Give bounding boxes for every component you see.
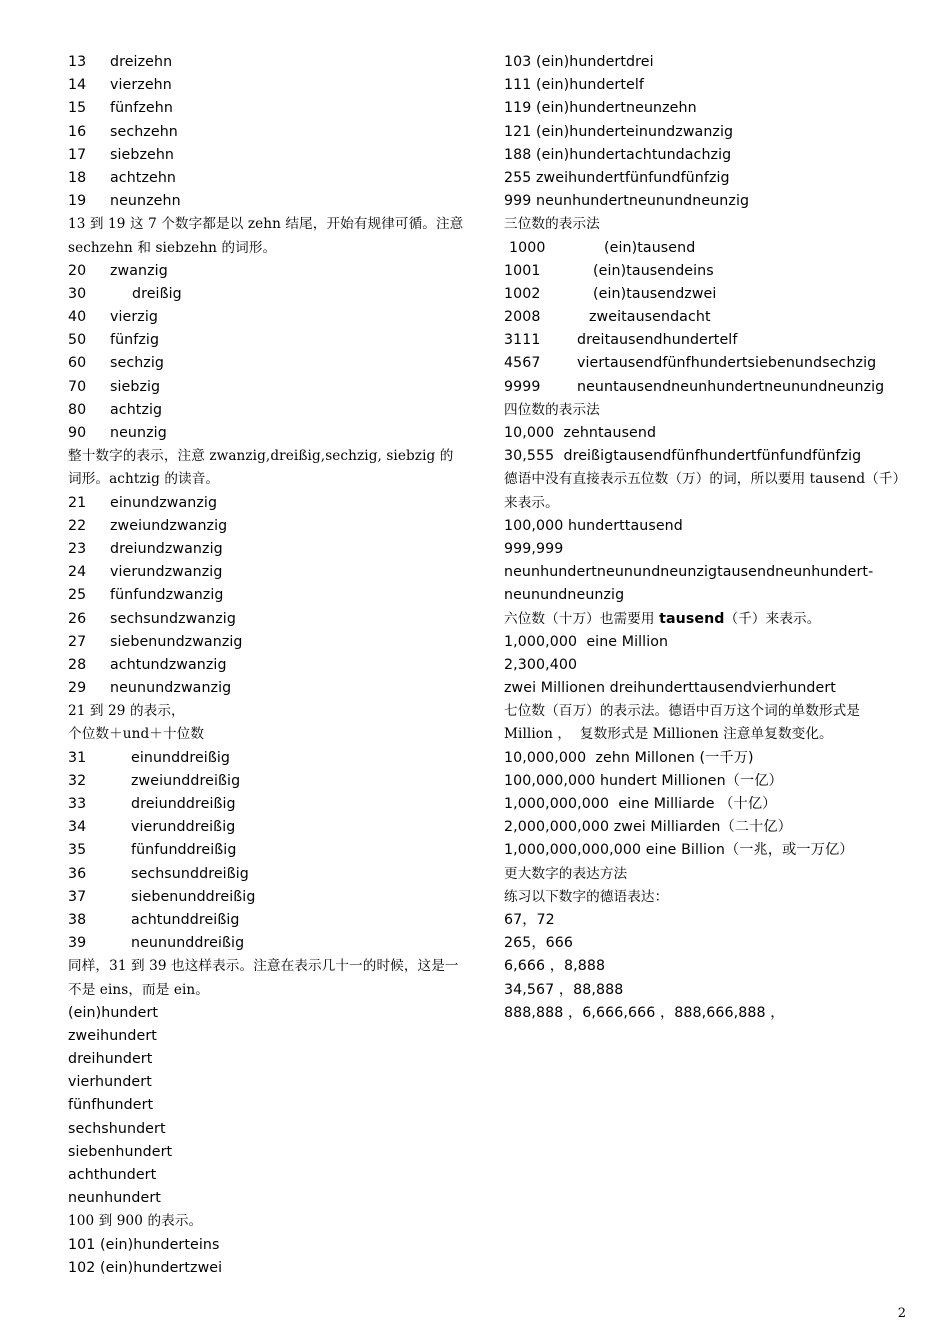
number-word: achtundzwanzig: [110, 656, 227, 673]
number: 19: [68, 193, 87, 210]
number-word: siebzehn: [110, 146, 175, 163]
note-text: 13 到 19 这 7 个数字都是以 zehn 结尾，开始有规律可循。注意: [68, 216, 464, 233]
number: 37: [68, 888, 87, 905]
number-word: vierunddreißig: [131, 819, 236, 836]
note-text-part: 六位数（十万）也需要用: [504, 610, 660, 627]
number: 20: [68, 262, 87, 279]
list-item: [504, 376, 924, 399]
number: 3111: [504, 332, 541, 349]
number-word: achtunddreißig: [131, 911, 240, 928]
list-item: 30,555 dreißigtausendfünfhundertfünfundfünfzig: [504, 448, 862, 465]
number: 31: [68, 749, 87, 766]
number-word: einundzwanzig: [110, 494, 218, 511]
list-item: sechshundert: [68, 1120, 166, 1137]
number-word: fünfzig: [110, 332, 160, 349]
number-word: dreiundzwanzig: [110, 540, 223, 557]
note-text: 词形。achtzig 的读音。: [68, 471, 220, 488]
list-item: [68, 631, 478, 654]
number-word: vierundzwanzig: [110, 564, 223, 581]
number-word: (ein)tausendzwei: [593, 285, 717, 302]
number-word: zwanzig: [110, 262, 168, 279]
keyword-tausend: tausend: [659, 610, 725, 627]
list-item: 103 (ein)hundertdrei: [504, 54, 654, 70]
list-item: 119 (ein)hundertneunzehn: [504, 100, 697, 117]
number: 34: [68, 819, 87, 836]
note-text: 三位数的表示法: [504, 216, 600, 233]
number-word: neunzig: [110, 425, 167, 441]
number-word: zweitausendacht: [589, 309, 711, 326]
list-item: [68, 793, 478, 816]
list-item: [68, 352, 478, 375]
number-word: vierzehn: [110, 77, 172, 94]
number: 32: [68, 772, 87, 789]
number-word: vierzig: [110, 309, 158, 326]
list-item: 2,000,000,000 zwei Milliarden（二十亿）: [504, 819, 792, 836]
number: 4567: [504, 355, 541, 372]
note-text: 练习以下数字的德语表达：: [504, 888, 669, 905]
list-item: [504, 237, 924, 260]
number-word: viertausendfünfhundertsiebenundsechzig: [577, 355, 877, 372]
number: 14: [68, 77, 87, 94]
number-word: neunundzwanzig: [110, 680, 232, 697]
list-item: [68, 747, 478, 770]
number: 25: [68, 587, 87, 604]
list-item: 121 (ein)hunderteinundzwanzig: [504, 123, 734, 140]
number-word: sechzig: [110, 355, 165, 372]
number-word: siebenundzwanzig: [110, 633, 243, 650]
number: 1000: [509, 239, 546, 256]
list-item: [68, 654, 478, 677]
list-item: [68, 816, 478, 839]
number-word: dreitausendhundertelf: [577, 332, 738, 349]
number: 40: [68, 309, 87, 326]
list-item: [68, 97, 478, 120]
number-word: fünfundzwanzig: [110, 587, 224, 604]
list-item: neunhundertneunundneunzigtausendneunhundert-: [504, 564, 874, 581]
list-item: [68, 260, 478, 283]
note-text: sechzehn 和 siebzehn 的词形。: [68, 239, 277, 256]
number: 35: [68, 842, 87, 859]
list-item: [68, 608, 478, 631]
right-column: [504, 51, 924, 1025]
list-item: fünfhundert: [68, 1097, 154, 1114]
note-text: [504, 608, 924, 631]
number-word: fünfzehn: [110, 100, 173, 117]
exercise-item: 265，666: [504, 935, 574, 952]
number: 16: [68, 123, 87, 140]
list-item: [68, 283, 478, 306]
number-word: fünfunddreißig: [131, 842, 237, 859]
number-word: (ein)tausend: [604, 239, 696, 256]
note-text: 七位数（百万）的表示法。德语中百万这个词的单数形式是: [504, 703, 861, 720]
list-item: [68, 909, 478, 932]
list-item: [68, 329, 478, 352]
note-text: 不是 eins，而是 ein。: [68, 981, 209, 998]
exercise-item: 67，72: [504, 911, 555, 928]
list-item: [68, 422, 478, 445]
number-word: zweiundzwanzig: [110, 517, 228, 534]
number-word: achtzehn: [110, 169, 177, 186]
number: 29: [68, 680, 87, 697]
list-item: 102 (ein)hundertzwei: [68, 1259, 223, 1276]
note-text: 更大数字的表达方法: [504, 865, 628, 882]
number: 1001: [504, 262, 541, 279]
list-item: [68, 770, 478, 793]
page-number: 2: [897, 1306, 906, 1321]
list-item: zwei Millionen dreihunderttausendvierhundert: [504, 680, 836, 697]
list-item: [68, 121, 478, 144]
number-word: dreißig: [132, 285, 182, 302]
number: 60: [68, 355, 87, 372]
list-item: [68, 306, 478, 329]
number: 28: [68, 656, 87, 673]
number: 15: [68, 100, 87, 117]
list-item: [68, 74, 478, 97]
list-item: [68, 492, 478, 515]
number: 36: [68, 865, 87, 882]
list-item: siebenhundert: [68, 1143, 173, 1160]
exercise-item: 888,888 ，6,666,666 ，888,666,888 ，: [504, 1004, 785, 1021]
list-item: [68, 144, 478, 167]
note-text: 四位数的表示法: [504, 401, 600, 418]
list-item: 101 (ein)hunderteins: [68, 1236, 220, 1253]
number-word: achtzig: [110, 401, 163, 418]
list-item: [68, 677, 478, 700]
number-word: (ein)tausendeins: [593, 262, 714, 279]
exercise-item: 6,666 ，8,888: [504, 958, 606, 975]
list-item: [68, 190, 478, 213]
number: 21: [68, 494, 87, 511]
list-item: [68, 376, 478, 399]
number: 2008: [504, 309, 541, 326]
list-item: [68, 886, 478, 909]
number: 18: [68, 169, 87, 186]
list-item: [68, 538, 478, 561]
list-item: neunhundert: [68, 1190, 161, 1207]
number: 17: [68, 146, 87, 163]
list-item: [68, 584, 478, 607]
number: 39: [68, 935, 87, 952]
list-item: [68, 561, 478, 584]
number-word: siebenunddreißig: [131, 888, 256, 905]
number: 26: [68, 610, 87, 627]
list-item: 188 (ein)hundertachtundachzig: [504, 146, 732, 163]
list-item: (ein)hundert: [68, 1004, 159, 1021]
note-text: 整十数字的表示，注意 zwanzig,dreißig,sechzig, siebzig 的: [68, 448, 454, 465]
number-word: neuntausendneunhundertneunundneunzig: [577, 378, 885, 395]
list-item: 1,000,000,000 eine Milliarde （十亿）: [504, 796, 777, 812]
note-text: 德语中没有直接表示五位数（万）的词，所以要用 tausend（千）: [504, 471, 907, 488]
number: 23: [68, 540, 87, 557]
list-item: [68, 863, 478, 886]
number-word: sechzehn: [110, 123, 178, 140]
list-item: [68, 51, 478, 74]
list-item: dreihundert: [68, 1051, 153, 1068]
number-word: dreizehn: [110, 54, 173, 70]
number: 1002: [504, 285, 541, 302]
number: 70: [68, 378, 87, 395]
list-item: [68, 839, 478, 862]
list-item: 999 neunhundertneunundneunzig: [504, 193, 750, 210]
note-text: 21 到 29 的表示，: [68, 703, 185, 720]
note-text: 同样，31 到 39 也这样表示。注意在表示几十一的时候，这是一: [68, 958, 459, 975]
list-item: [68, 515, 478, 538]
number-word: siebzig: [110, 378, 161, 395]
list-item: 111 (ein)hundertelf: [504, 77, 644, 94]
number-word: neununddreißig: [131, 935, 245, 952]
list-item: [504, 283, 924, 306]
list-item: [504, 352, 924, 375]
note-text: Million ， 复数形式是 Millionen 注意单复数变化。: [504, 726, 833, 743]
left-column: [68, 51, 478, 1280]
number: 38: [68, 911, 87, 928]
number: 9999: [504, 378, 541, 395]
note-text-part: （千）来表示。: [724, 610, 821, 627]
number-word: dreiunddreißig: [131, 796, 236, 812]
list-item: [68, 399, 478, 422]
list-item: [68, 932, 478, 955]
list-item: [504, 306, 924, 329]
number-word: einunddreißig: [131, 749, 231, 766]
number: 22: [68, 517, 87, 534]
number: 50: [68, 332, 87, 349]
list-item: 100,000 hunderttausend: [504, 517, 683, 534]
number: 33: [68, 796, 87, 812]
number: 80: [68, 401, 87, 418]
number-word: neunzehn: [110, 193, 181, 210]
number: 13: [68, 54, 87, 70]
list-item: achthundert: [68, 1167, 157, 1183]
exercise-item: 34,567 ，88,888: [504, 981, 624, 998]
list-item: 10,000 zehntausend: [504, 425, 657, 441]
list-item: 2,300,400: [504, 656, 578, 673]
number-word: sechsundzwanzig: [110, 610, 236, 627]
list-item: [504, 329, 924, 352]
list-item: 10,000,000 zehn Millonen (一千万): [504, 749, 754, 766]
list-item: 1,000,000,000,000 eine Billion（一兆，或一万亿）: [504, 842, 854, 859]
list-item: zweihundert: [68, 1027, 157, 1044]
number: 90: [68, 425, 87, 441]
number-word: zweiunddreißig: [131, 772, 241, 789]
number: 30: [68, 285, 87, 302]
list-item: neunundneunzig: [504, 587, 625, 604]
list-item: [68, 167, 478, 190]
note-text: 100 到 900 的表示。: [68, 1213, 203, 1230]
list-item: 255 zweihundertfünfundfünfzig: [504, 169, 730, 186]
number: 27: [68, 633, 87, 650]
list-item: vierhundert: [68, 1074, 152, 1091]
number-word: sechsunddreißig: [131, 865, 249, 882]
list-item: 1,000,000 eine Million: [504, 633, 669, 650]
note-text: 个位数＋und＋十位数: [68, 726, 205, 743]
list-item: 100,000,000 hundert Millionen（一亿）: [504, 772, 783, 789]
note-text: 来表示。: [504, 494, 559, 511]
list-item: 999,999: [504, 540, 564, 557]
list-item: [504, 260, 924, 283]
number: 24: [68, 564, 87, 581]
